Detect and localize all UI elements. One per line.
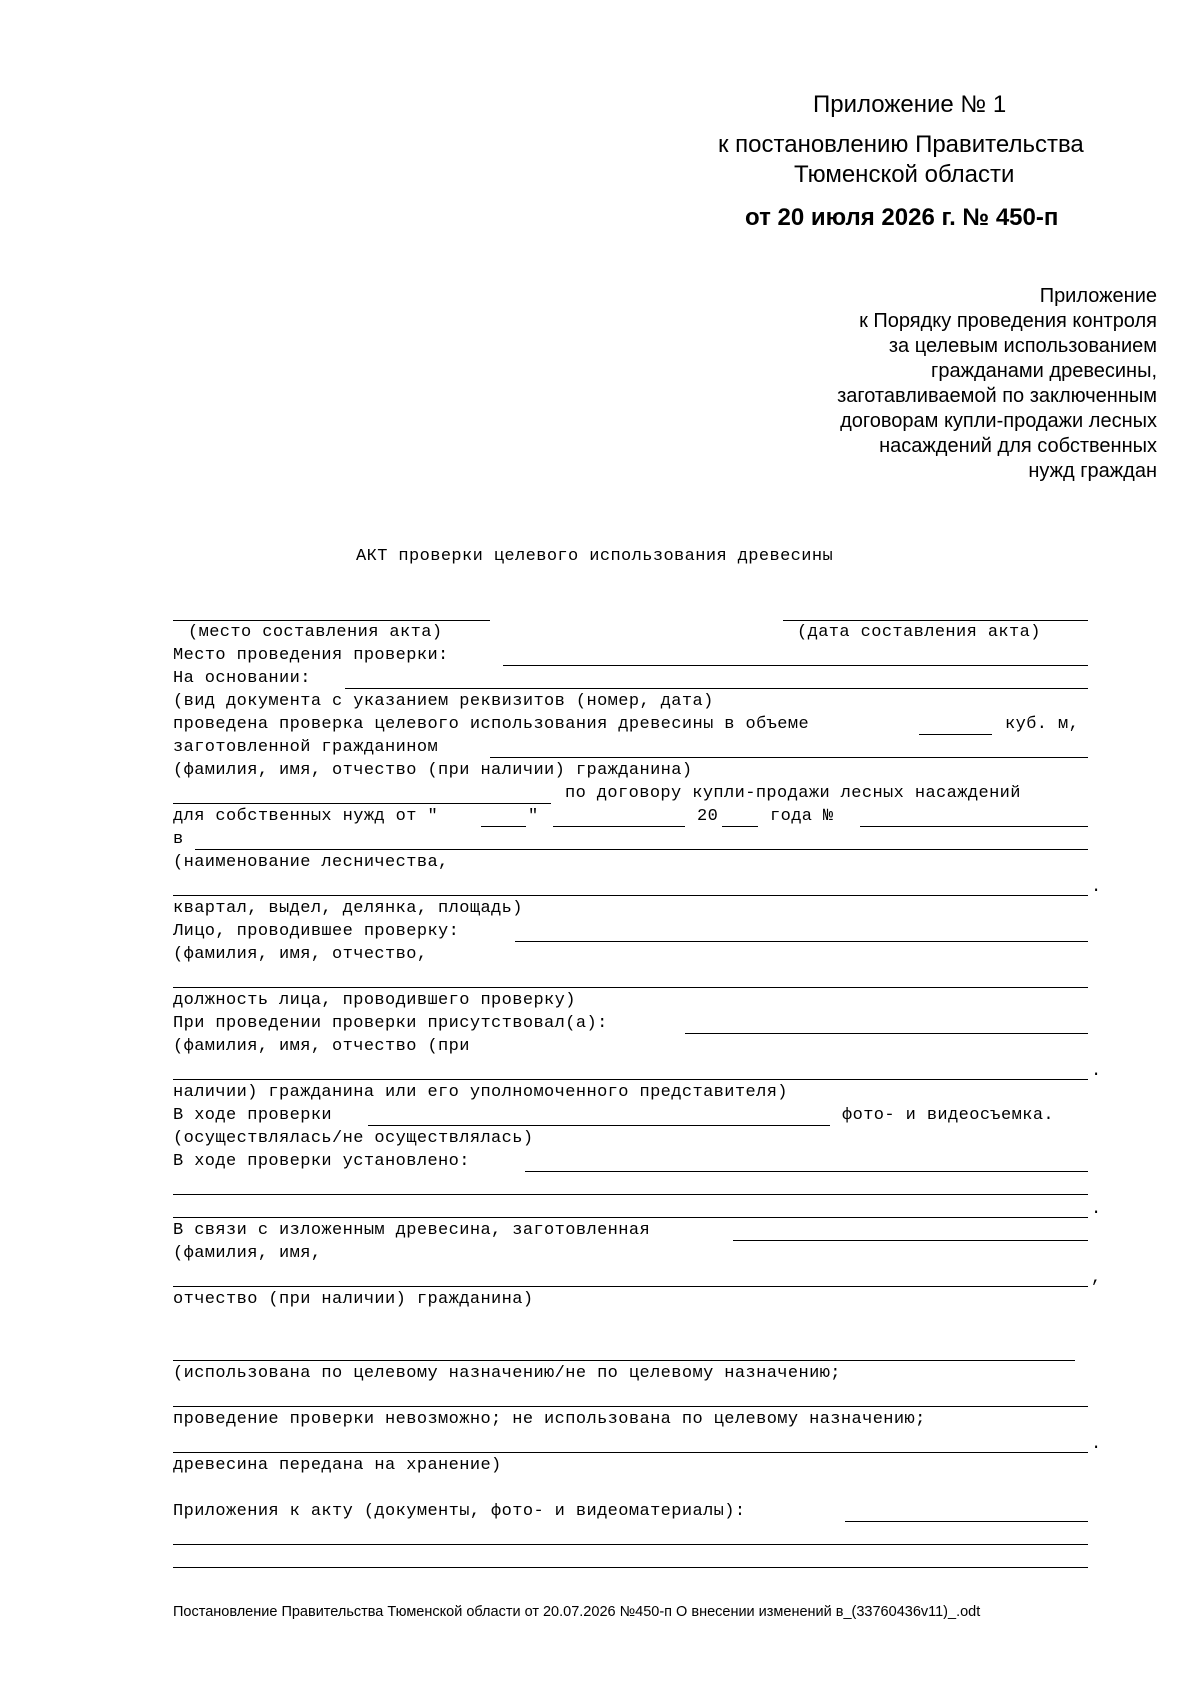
place-caption: (место составления акта) (188, 623, 443, 642)
present-caption-1: (фамилия, имя, отчество (при (173, 1037, 470, 1056)
basis-caption: (вид документа с указанием реквизитов (номер, дата) (173, 692, 714, 711)
established-line-2 (173, 1194, 1088, 1195)
usage-line-3 (173, 1452, 1088, 1453)
date-caption: (дата составления акта) (797, 623, 1041, 642)
volume-unit: куб. м, (1005, 715, 1080, 734)
usage-line (173, 1360, 1075, 1361)
inspector-label: Лицо, проводившее проверку: (173, 922, 460, 941)
harvested-by-line (490, 757, 1088, 758)
usage-caption-1: (использована по целевому назначению/не по целевому назначению; (173, 1364, 841, 1383)
inspector-line (515, 941, 1088, 942)
photo-caption: (осуществлялась/не осуществлялась) (173, 1129, 534, 1148)
sub-header-line: к Порядку проведения контроля (859, 310, 1157, 332)
conclusion-caption-2: отчество (при наличии) гражданина) (173, 1290, 534, 1309)
usage-caption-3: древесина передана на хранение) (173, 1456, 502, 1475)
year-line (722, 826, 758, 827)
comma: , (1091, 1269, 1102, 1288)
dot: . (1091, 1200, 1102, 1219)
resolution-date: от 20 июля 2026 г. № 450-п (745, 204, 1059, 231)
photo-suffix: фото- и видеосъемка. (842, 1106, 1055, 1125)
volume-line (919, 734, 992, 735)
inspector-line-2 (173, 987, 1088, 988)
attachments-line-3 (173, 1567, 1088, 1568)
basis-label: На основании: (173, 669, 311, 688)
forestry-caption: (наименование лесничества, (173, 853, 449, 872)
photo-label: В ходе проверки (173, 1106, 333, 1125)
conclusion-line (733, 1240, 1088, 1241)
contract-number-line (860, 826, 1088, 827)
sub-header-line: договорам купли-продажи лесных (840, 410, 1157, 432)
own-needs-label: для собственных нужд от " (173, 807, 439, 826)
established-label: В ходе проверки установлено: (173, 1152, 470, 1171)
footer: Постановление Правительства Тюменской области от 20.07.2026 №450-п О внесении изменений в_(33760436v11)_.odt (173, 1604, 981, 1620)
quarter-caption: квартал, выдел, делянка, площадь) (173, 899, 523, 918)
conclusion-caption-1: (фамилия, имя, (173, 1244, 322, 1263)
sub-header-line: Приложение (1039, 285, 1157, 307)
year-suffix: года № (770, 807, 834, 826)
month-line (553, 826, 685, 827)
in-label: в (173, 830, 184, 849)
quote-close: " (528, 807, 539, 826)
year-prefix: 20 (697, 807, 719, 826)
forestry-line (195, 849, 1088, 850)
sub-header (837, 284, 1157, 484)
sub-header-line: за целевым использованием (888, 335, 1157, 357)
established-line-3 (173, 1217, 1088, 1218)
conclusion-line-2 (173, 1286, 1088, 1287)
established-line (525, 1171, 1088, 1172)
dot: . (1091, 1062, 1102, 1081)
day-line (481, 826, 526, 827)
sub-header-line: нужд граждан (1028, 460, 1157, 482)
check-place-label: Место проведения проверки: (173, 646, 449, 665)
citizen-line (173, 803, 551, 804)
sub-header-line: заготавливаемой по заключенным (837, 385, 1157, 407)
inspector-caption-2: должность лица, проводившего проверку) (173, 991, 576, 1010)
contract-label: по договору купли-продажи лесных насаждений (565, 784, 1021, 803)
inspector-caption-1: (фамилия, имя, отчество, (173, 945, 428, 964)
volume-label: проведена проверка целевого использования древесины в объеме (173, 715, 810, 734)
check-place-line (503, 665, 1088, 666)
conclusion-label: В связи с изложенным древесина, заготовленная (173, 1221, 651, 1240)
forestry-line-2 (173, 895, 1088, 896)
dot: . (1091, 878, 1102, 897)
citizen-caption: (фамилия, имя, отчество (при наличии) гражданина) (173, 761, 693, 780)
usage-line-2 (173, 1406, 1088, 1407)
photo-line (368, 1125, 830, 1126)
attachments-line-2 (173, 1544, 1088, 1545)
sub-header-line: насаждений для собственных (879, 435, 1157, 457)
date-line (783, 620, 1088, 621)
basis-line (345, 688, 1088, 689)
present-line (685, 1033, 1088, 1034)
dot: . (1091, 1435, 1102, 1454)
sub-header-line: гражданами древесины, (931, 360, 1157, 382)
usage-caption-2: проведение проверки невозможно; не использована по целевому назначению; (173, 1410, 926, 1429)
act-title: АКТ проверки целевого использования древесины (356, 547, 834, 566)
place-line (173, 620, 490, 621)
appendix-number: Приложение № 1 (813, 91, 1007, 118)
resolution-line-1: к постановлению Правительства (718, 131, 1084, 158)
attachments-line (845, 1521, 1088, 1522)
present-label: При проведении проверки присутствовал(а): (173, 1014, 608, 1033)
present-line-2 (173, 1079, 1088, 1080)
attachments-label: Приложения к акту (документы, фото- и видеоматериалы): (173, 1502, 746, 1521)
harvested-by-label: заготовленной гражданином (173, 738, 439, 757)
present-caption-2: наличии) гражданина или его уполномоченного представителя) (173, 1083, 788, 1102)
resolution-line-2: Тюменской области (794, 161, 1015, 188)
